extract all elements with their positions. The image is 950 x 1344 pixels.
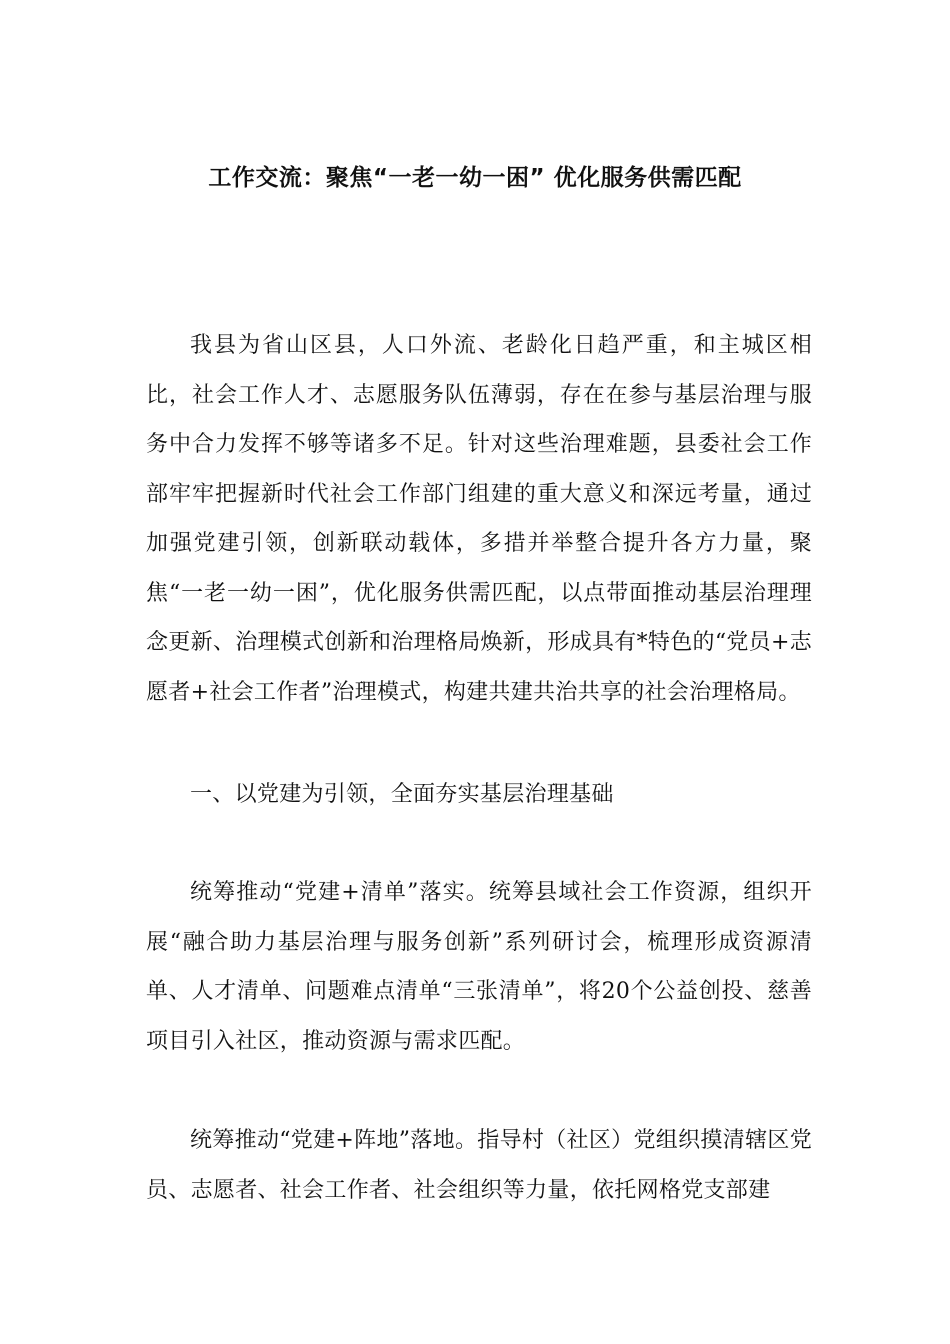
document-title: 工作交流：聚焦“一老一幼一困” 优化服务供需匹配: [208, 165, 742, 191]
body-paragraph: 统筹推动“党建+阵地”落地。指导村（社区）党组织摸清辖区党员、志愿者、社会工作者、社会组织等力量，依托网格党支部建: [146, 1128, 812, 1203]
section-heading: 一、以党建为引领，全面夯实基层治理基础: [190, 782, 614, 807]
intro-paragraph: 我县为省山区县，人口外流、老龄化日趋严重，和主城区相比，社会工作人才、志愿服务队伍薄弱，存在在参与基层治理与服务中合力发挥不够等诸多不足。针对这些治理难题，县委社会工作部牢牢把握新时代社会工作部门组建的重大意义和深远考量，通过加强党建引领，创新联动载体，多措并举整合提升各方力量，聚焦“一老一幼一困”，优化服务供需匹配，以点带面推动基层治理理念更新、治理模式创新和治理格局焕新，形成具有*特色的“党员+志愿者+社会工作者”治理模式，构建共建共治共享的社会治理格局。: [146, 333, 812, 705]
body-paragraph: 统筹推动“党建+清单”落实。统筹县域社会工作资源，组织开展“融合助力基层治理与服务创新”系列研讨会，梳理形成资源清单、人才清单、问题难点清单“三张清单”，将20个公益创投、慈善项目引入社区，推动资源与需求匹配。: [146, 880, 812, 1054]
